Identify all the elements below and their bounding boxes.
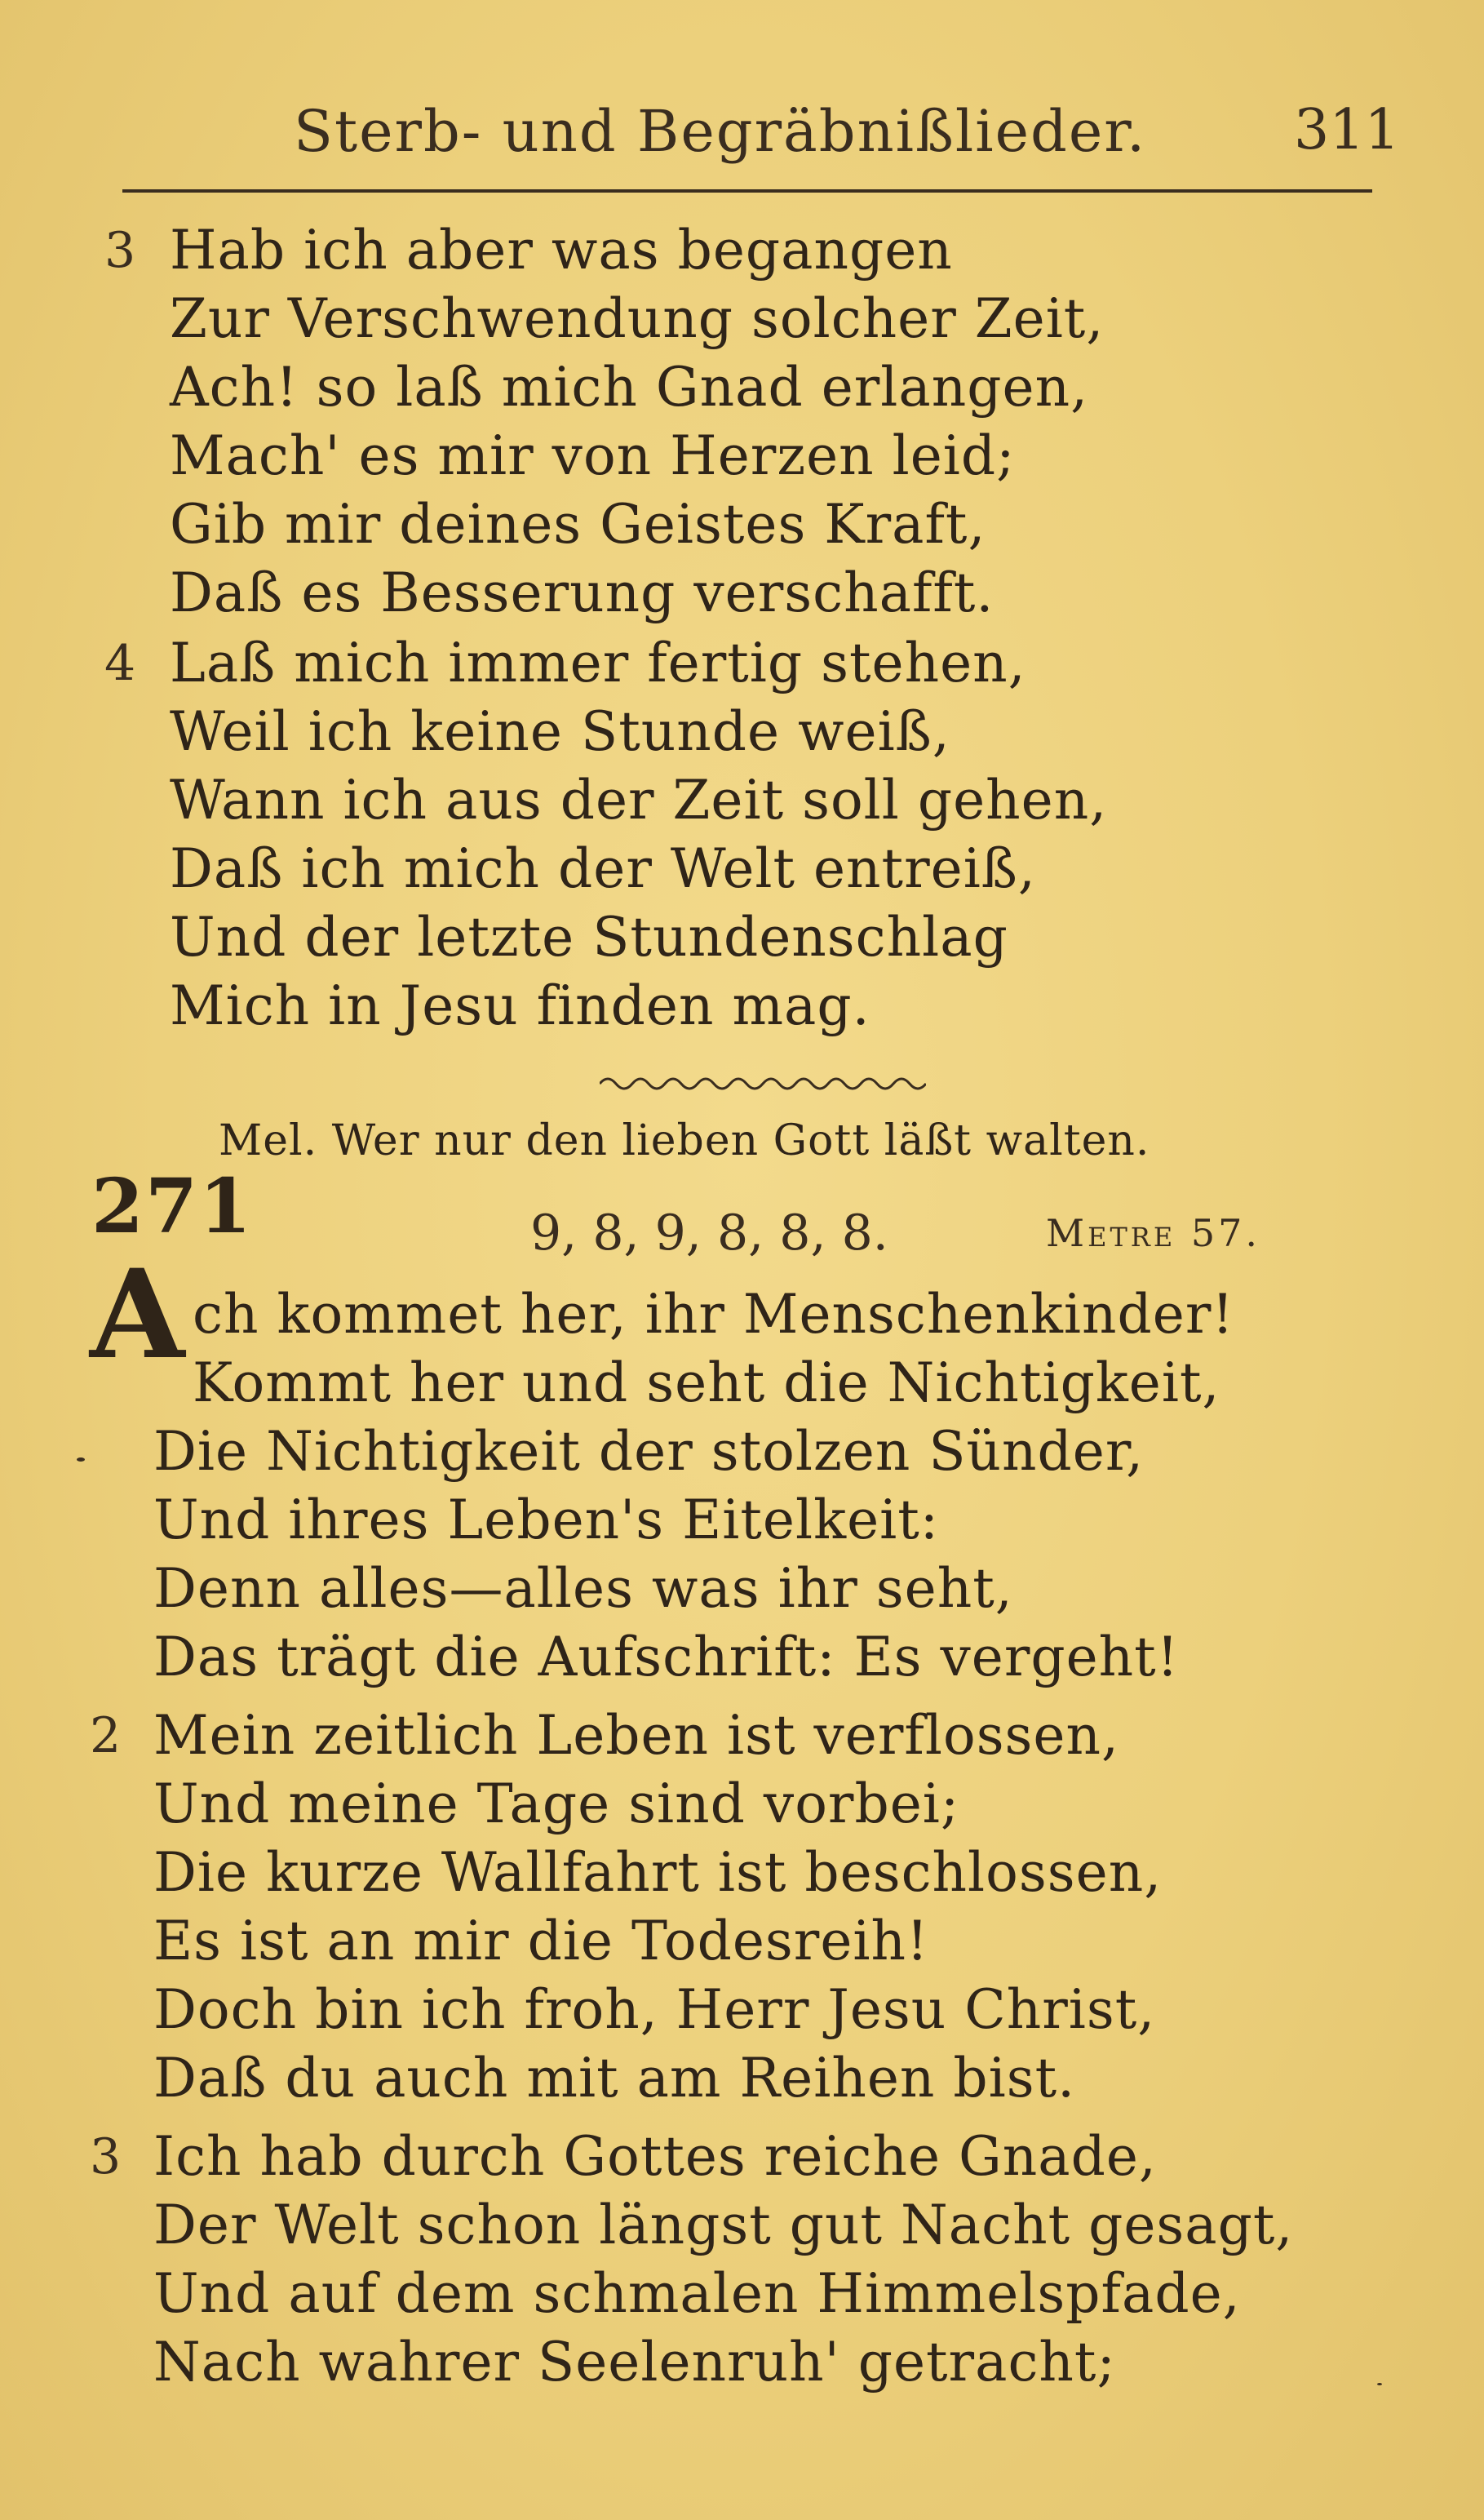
metre-numbers: 9, 8, 9, 8, 8, 8. <box>530 1205 888 1262</box>
verse-line: Mein zeitlich Leben ist verflossen, <box>153 1704 1119 1767</box>
verse-line: Laß mich immer fertig stehen, <box>170 632 1026 694</box>
verse-line: Daß ich mich der Welt entreiß, <box>170 837 1036 900</box>
verse-line: Doch bin ich froh, Herr Jesu Christ, <box>153 1978 1156 2041</box>
verse-number: 2 <box>90 1707 122 1764</box>
verse-line: Die Nichtigkeit der stolzen Sünder, <box>153 1420 1145 1483</box>
header-rule <box>122 189 1372 193</box>
verse-line: Kommt her und seht die Nichtigkeit, <box>193 1351 1220 1414</box>
verse-line: Daß du auch mit am Reihen bist. <box>153 2047 1076 2110</box>
verse-line: Die kurze Wallfahrt ist beschlossen, <box>153 1841 1163 1904</box>
verse-line: Hab ich aber was begangen <box>170 219 953 282</box>
verse-line: Nach wahrer Seelenruh' getracht; <box>153 2331 1116 2394</box>
verse-line: Wann ich aus der Zeit soll gehen, <box>170 769 1108 832</box>
verse-line: Der Welt schon längst gut Nacht gesagt, <box>153 2194 1294 2256</box>
page-header-title: Sterb- und Begräbnißlieder. <box>294 98 1147 165</box>
verse-line: Zur Verschwendung solcher Zeit, <box>170 287 1105 350</box>
verse-line: Mich in Jesu finden mag. <box>170 974 870 1037</box>
verse-line: Daß es Besserung verschafft. <box>170 561 995 624</box>
ink-speck <box>77 1457 85 1462</box>
verse-line: Es ist an mir die Todesreih! <box>153 1910 929 1972</box>
verse-number: 3 <box>104 222 136 279</box>
page-number: 311 <box>1294 98 1400 162</box>
verse-line: Das trägt die Aufschrift: Es vergeht! <box>153 1626 1180 1688</box>
verse-line: Und der letzte Stundenschlag <box>170 906 1008 969</box>
verse-line: Und ihres Leben's Eitelkeit: <box>153 1488 940 1551</box>
ink-speck <box>1377 2383 1382 2385</box>
verse-line: Und meine Tage sind vorbei; <box>153 1772 960 1835</box>
verse-line: Ach! so laß mich Gnad erlangen, <box>170 356 1089 419</box>
metre-label: Metre 57. <box>1046 1211 1261 1255</box>
ornament-divider <box>600 1067 926 1100</box>
hymn-number: 271 <box>91 1162 254 1250</box>
verse-number: 4 <box>104 635 136 692</box>
verse-line: Gib mir deines Geistes Kraft, <box>170 493 986 556</box>
verse-line: Weil ich keine Stunde weiß, <box>170 700 950 763</box>
verse-line: Denn alles—alles was ihr seht, <box>153 1557 1013 1620</box>
verse-line: Mach' es mir von Herzen leid; <box>170 424 1016 487</box>
verse-number: 3 <box>90 2128 122 2185</box>
verse-line: ch kommet her, ihr Menschenkinder! <box>193 1283 1234 1346</box>
verse-line: Und auf dem schmalen Himmelspfade, <box>153 2262 1241 2325</box>
drop-cap: A <box>90 1243 185 1386</box>
verse-line: Ich hab durch Gottes reiche Gnade, <box>153 2125 1157 2188</box>
melody-line: Mel. Wer nur den lieben Gott läßt walten. <box>219 1116 1150 1165</box>
